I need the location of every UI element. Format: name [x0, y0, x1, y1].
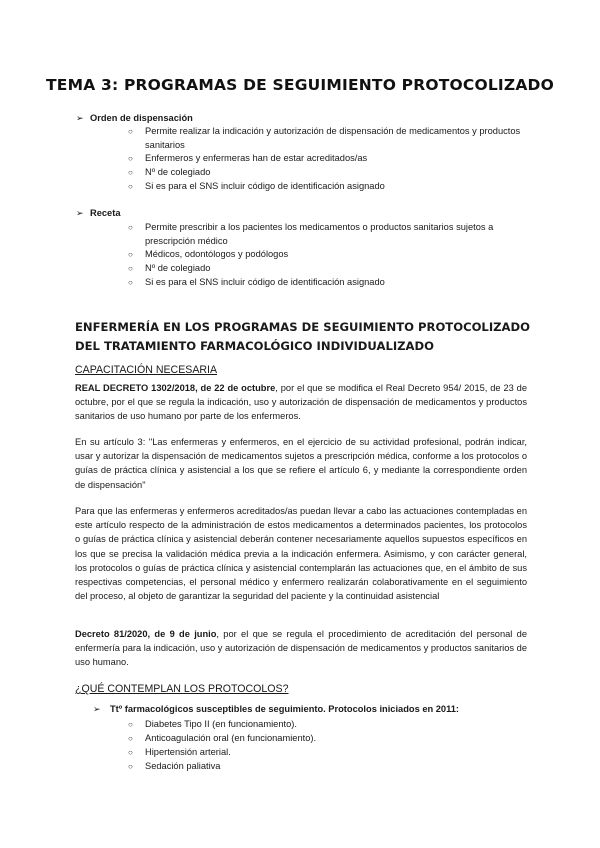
circle-bullet-icon: ○	[128, 154, 133, 163]
circle-bullet-icon: ○	[128, 264, 133, 273]
section-label: Receta	[90, 208, 121, 218]
list-item: ○ Sedación paliativa	[145, 760, 220, 774]
circle-bullet-icon: ○	[128, 734, 133, 743]
circle-bullet-icon: ○	[128, 168, 133, 177]
circle-bullet-icon: ○	[128, 127, 133, 136]
paragraph-decreto-81: Decreto 81/2020, de 9 de junio, por el que se regula el procedimiento de acreditación del personal de enfermería para la indicación, uso y autorización de dispensación de medicamentos y productos sanitarios de uso humano.	[75, 629, 527, 668]
subheading-protocolos: ¿QUÉ CONTEMPLAN LOS PROTOCOLOS?	[75, 683, 289, 695]
arrow-bullet-icon: ➢	[93, 704, 101, 714]
list-item: ○ Diabetes Tipo II (en funcionamiento).	[145, 718, 297, 732]
section-receta	[76, 208, 121, 218]
section-orden-dispensacion	[76, 113, 193, 123]
paragraph-real-decreto: REAL DECRETO 1302/2018, de 22 de octubre, por el que se modifica el Real Decreto 954/ 2015, de 23 de octubre, por el que se regula la indicación, uso y autorización de dispensación de medicamentos y productos sanitarios de uso humano por parte de los enfermeros.	[75, 383, 528, 422]
section-label: Ttº farmacológicos susceptibles de seguimiento. Protocolos iniciados en 2011:	[110, 704, 460, 714]
circle-bullet-icon: ○	[128, 748, 133, 757]
circle-bullet-icon: ○	[128, 182, 133, 191]
list-item: ○ Hipertensión arterial.	[145, 746, 231, 760]
section-label: Orden de dispensación	[90, 113, 193, 123]
list-item: ○ Permite realizar la indicación y autorización de dispensación de medicamentos y productos sanitarios	[128, 126, 521, 150]
paragraph-articulo-3: En su artículo 3: "Las enfermeras y enfermeros, en el ejercicio de su actividad profesional, podrán indicar, usar y autorizar la dispensación de medicamentos sujetos a prescripción médica, conforme a los protocolos o guías de práctica clínica y asistencial a los que se refiere el artículo 6, y mediante la correspondiente orden de dispensación"	[75, 437, 527, 490]
circle-bullet-icon: ○	[128, 250, 133, 259]
circle-bullet-icon: ○	[128, 720, 133, 729]
list-item: ○ Anticoagulación oral (en funcionamiento).	[145, 732, 316, 746]
list-item: ○ Si es para el SNS incluir código de identificación asignado	[145, 180, 545, 194]
paragraph-acreditados: Para que las enfermeras y enfermeros acreditados/as puedan llevar a cabo las actuaciones contempladas en este artículo respecto de la administración de estos medicamentos a determinados pacientes, los protocolos o guías de práctica clínica y asistencial deberán contener necesariamente aquellos supuestos específicos en los que se precisa la validación médica previa a la indicación enfermera. Asimismo, y con carácter general, los protocolos o guías de práctica clínica y asistencial contemplarán las actuaciones que, en el ámbito de sus respectivas competencias, el personal médico y enfermero realizarán colaborativamente en el seguimiento del proceso, al objeto de garantizar la seguridad del paciente y la continuidad asistencial	[75, 506, 527, 602]
circle-bullet-icon: ○	[128, 278, 133, 287]
section-heading: ENFERMERÍA EN LOS PROGRAMAS DE SEGUIMIENTO PROTOCOLIZADO DEL TRATAMIENTO FARMACOLÓGICO INDIVIDUALIZADO	[75, 320, 530, 353]
page-title: TEMA 3: PROGRAMAS DE SEGUIMIENTO PROTOCOLIZADO	[46, 76, 554, 94]
circle-bullet-icon: ○	[128, 762, 133, 771]
list-item: ○ Nº de colegiado	[145, 262, 545, 276]
list-item: ○ Si es para el SNS incluir código de identificación asignado	[145, 276, 545, 290]
protocols-section	[93, 704, 460, 714]
list-item: ○ Permite prescribir a los pacientes los medicamentos o productos sanitarios sujetos a prescripción médico	[128, 222, 494, 246]
circle-bullet-icon: ○	[128, 223, 133, 232]
list-item: ○ Enfermeros y enfermeras han de estar acreditados/as	[145, 152, 545, 166]
subheading-capacitacion: CAPACITACIÓN NECESARIA	[75, 364, 218, 376]
list-item: ○ Médicos, odontólogos y podólogos	[145, 248, 545, 262]
list-item: ○ Nº de colegiado	[145, 166, 545, 180]
arrow-bullet-icon: ➢	[76, 208, 84, 218]
arrow-bullet-icon: ➢	[76, 113, 84, 123]
